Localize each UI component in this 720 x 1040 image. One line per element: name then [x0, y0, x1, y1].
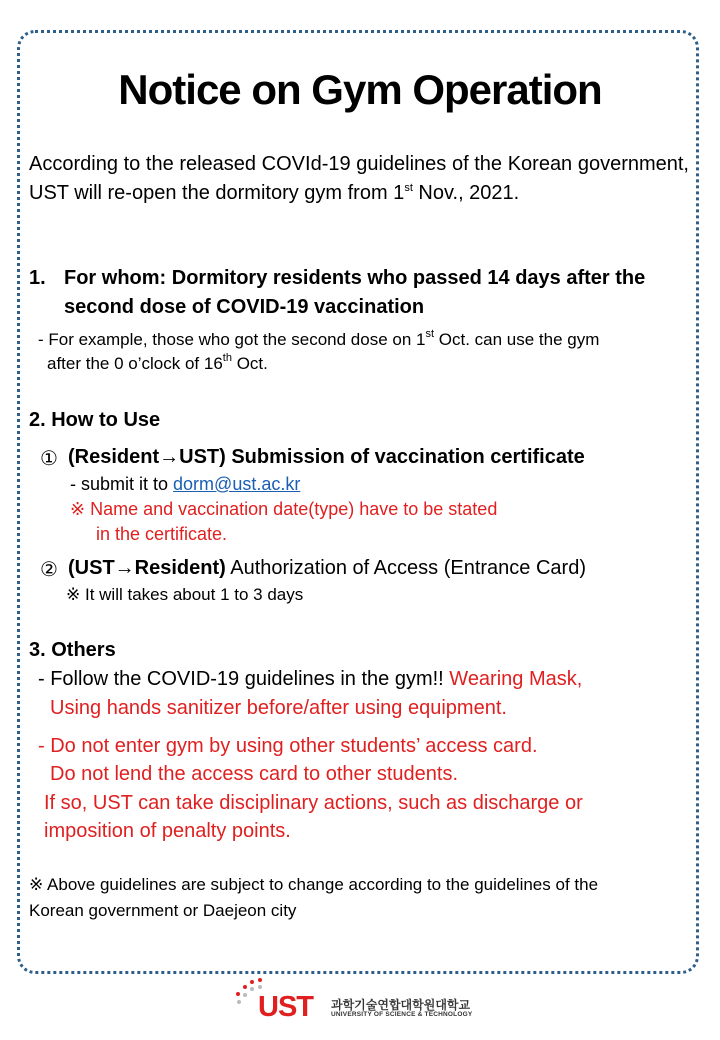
section3-heading: 3. Others — [29, 639, 116, 661]
submit-prefix: - submit it to — [70, 474, 174, 494]
step1-note-line2: in the certificate. — [96, 524, 228, 544]
logo-korean-name: 과학기술연합대학원대학교 — [331, 998, 471, 1012]
example-sup: st — [425, 328, 435, 340]
others-line5: If so, UST can take disciplinary actions, such as discharge or — [44, 792, 583, 814]
example-sup: th — [222, 352, 232, 364]
footer-note-line2: Korean government or Daejeon city — [29, 901, 297, 920]
section1-heading-line1: For whom: Dormitory residents who passed 14 days after the — [64, 267, 646, 289]
logo-english-name: UNIVERSITY OF SCIENCE & TECHNOLOGY — [331, 1011, 473, 1018]
step2-marker: ② — [40, 559, 58, 581]
section1-number: 1. — [29, 267, 46, 289]
intro-text: According to the released COVId-19 guidelines of the Korean government, UST will re-open the dormitory gym from 1 — [29, 153, 689, 204]
intro-paragraph — [29, 150, 689, 208]
others-line1 — [38, 668, 582, 691]
example-text: after the 0 o’clock of 16 — [47, 354, 223, 373]
intro-text-end: Nov., 2021. — [412, 182, 520, 204]
section2-heading: 2. How to Use — [29, 409, 161, 431]
example-text-end: Oct. can use the gym — [434, 330, 600, 349]
section1-example-line1 — [38, 330, 599, 350]
step1-title: (Resident→UST) Submission of vaccination certificate — [68, 446, 585, 468]
page-title: Notice on Gym Operation — [118, 66, 602, 113]
others-line1-red: Wearing Mask, — [449, 668, 583, 690]
others-line1-black: - Follow the COVID-19 guidelines in the gym!! — [38, 668, 450, 690]
step2-title-rest: Authorization of Access (Entrance Card) — [225, 557, 586, 579]
footer-note-line1: ※ Above guidelines are subject to change according to the guidelines of the — [29, 875, 599, 894]
section1-example-line2 — [47, 354, 268, 374]
others-line3: - Do not enter gym by using other students’ access card. — [38, 735, 538, 757]
logo-mark: UST — [258, 991, 313, 1023]
example-text: - For example, those who got the second dose on 1 — [38, 330, 426, 349]
step1-marker: ① — [40, 448, 58, 470]
step2-title — [68, 557, 586, 580]
step2-title-bold: (UST→Resident) — [68, 557, 226, 579]
section1-heading-line2: second dose of COVID-19 vaccination — [64, 296, 425, 318]
example-text-end: Oct. — [231, 354, 268, 373]
email-link[interactable]: dorm@ust.ac.kr — [173, 474, 301, 494]
others-line6: imposition of penalty points. — [44, 820, 291, 842]
step1-submit-line — [70, 474, 300, 495]
others-line2: Using hands sanitizer before/after using equipment. — [50, 697, 507, 719]
intro-sup: st — [404, 182, 413, 194]
step2-note: ※ It will takes about 1 to 3 days — [66, 585, 304, 604]
step1-note-line1: ※ Name and vaccination date(type) have to be stated — [70, 499, 498, 519]
others-line4: Do not lend the access card to other students. — [50, 763, 459, 785]
